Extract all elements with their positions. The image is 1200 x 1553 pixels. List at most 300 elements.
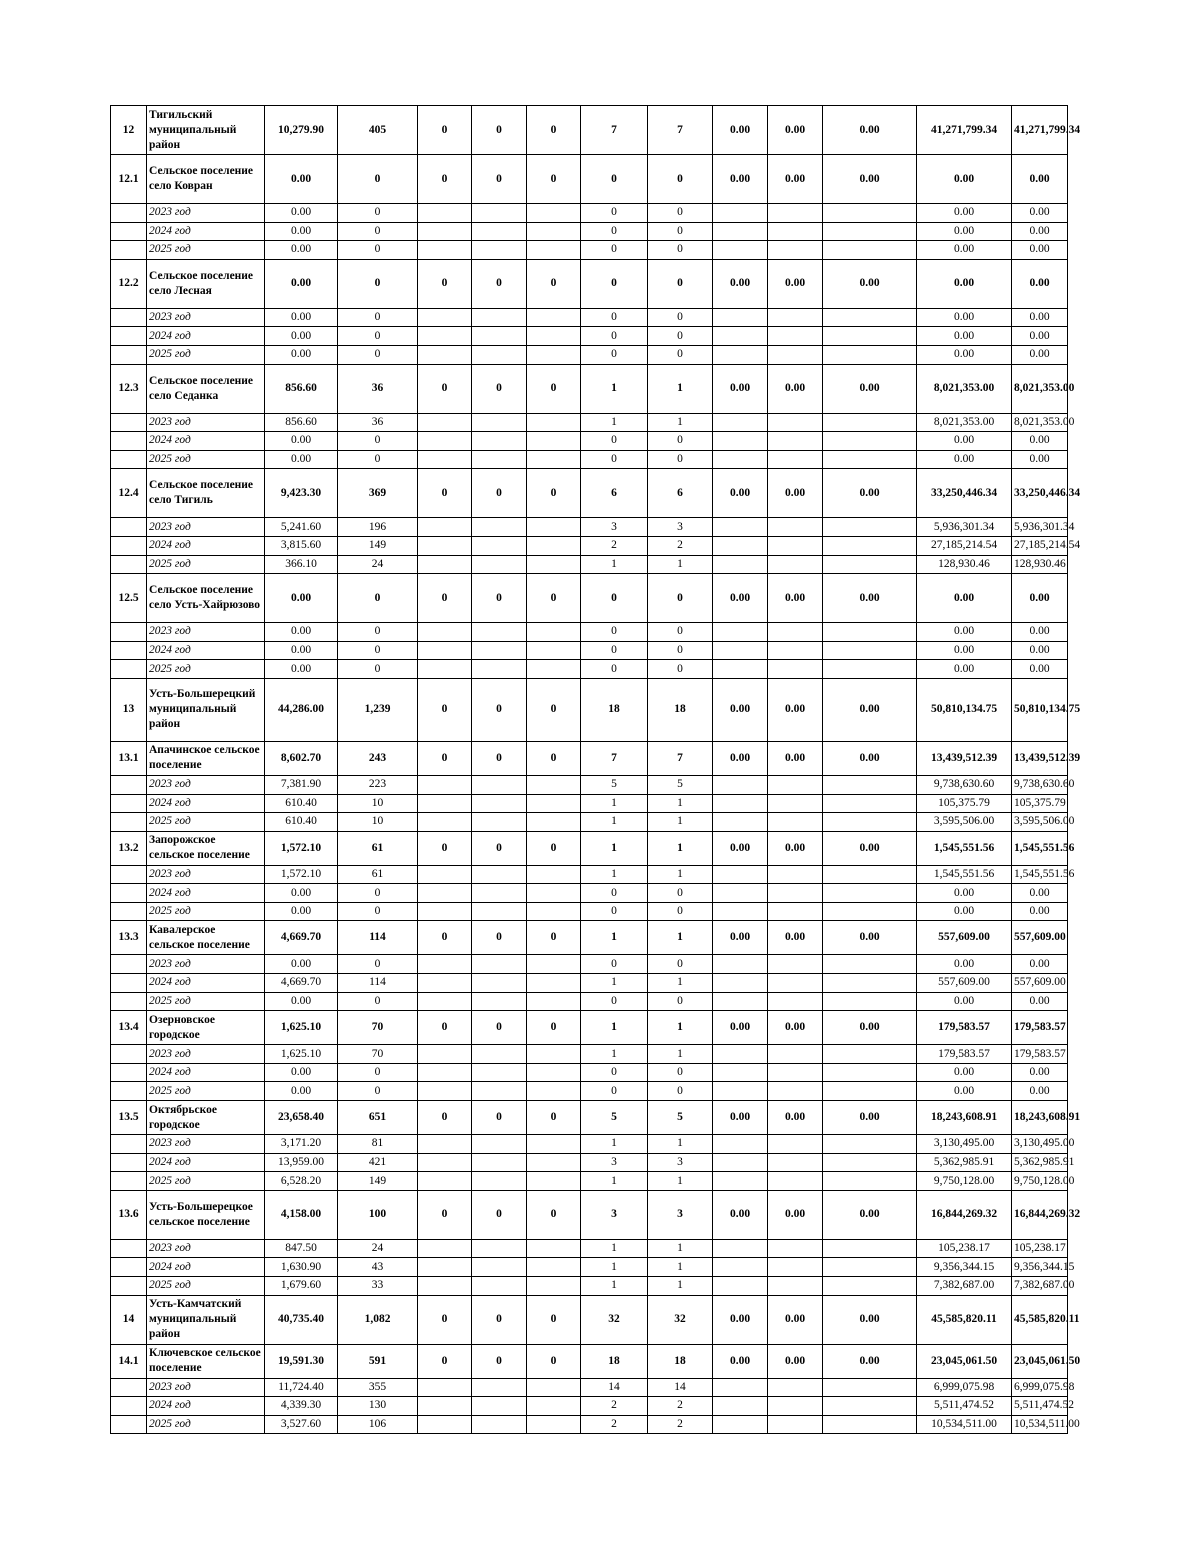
table-row-year	[111, 1258, 1068, 1277]
value-cell	[713, 1153, 768, 1172]
value-cell: 3,527.60	[265, 1415, 338, 1434]
value-cell: 8,021,353.00	[1012, 364, 1068, 413]
value-cell: 405	[338, 106, 418, 155]
value-cell: 366.10	[265, 555, 338, 574]
value-cell: 0.00	[917, 308, 1012, 327]
value-cell: 0	[418, 678, 472, 741]
value-cell	[713, 884, 768, 903]
value-cell: 45,585,820.11	[917, 1295, 1012, 1344]
value-cell: 0.00	[265, 641, 338, 660]
value-cell: 130	[338, 1397, 418, 1416]
value-cell: 0	[648, 204, 713, 223]
value-cell	[713, 955, 768, 974]
value-cell: 0.00	[768, 364, 823, 413]
value-cell	[527, 1277, 581, 1296]
value-cell: 0.00	[768, 259, 823, 308]
row-name-cell: Усть-Камчатский муниципальный район	[147, 1295, 265, 1344]
value-cell: 1	[648, 555, 713, 574]
value-cell: 0.00	[1012, 1063, 1068, 1082]
value-cell	[472, 865, 527, 884]
value-cell	[768, 1378, 823, 1397]
row-name-cell: 2024 год	[147, 641, 265, 660]
value-cell: 2	[581, 536, 648, 555]
value-cell: 0	[648, 308, 713, 327]
value-cell	[418, 1239, 472, 1258]
value-cell: 33	[338, 1277, 418, 1296]
table-row-year	[111, 555, 1068, 574]
value-cell	[527, 1082, 581, 1101]
value-cell	[713, 1045, 768, 1064]
value-cell: 0.00	[265, 432, 338, 451]
value-cell: 1	[648, 1258, 713, 1277]
value-cell: 5,362,985.91	[1012, 1153, 1068, 1172]
value-cell	[768, 1258, 823, 1277]
table-row-year	[111, 432, 1068, 451]
value-cell: 0.00	[823, 259, 917, 308]
value-cell: 0.00	[768, 1344, 823, 1378]
value-cell	[418, 902, 472, 921]
value-cell: 0.00	[823, 1011, 917, 1045]
value-cell: 243	[338, 741, 418, 775]
table-row-year	[111, 1378, 1068, 1397]
row-number-cell	[111, 413, 147, 432]
value-cell: 0.00	[917, 450, 1012, 469]
value-cell	[823, 1082, 917, 1101]
value-cell	[418, 450, 472, 469]
value-cell: 18	[648, 678, 713, 741]
value-cell: 1	[581, 1045, 648, 1064]
value-cell: 0.00	[1012, 902, 1068, 921]
row-number-cell: 12	[111, 106, 147, 155]
value-cell: 0.00	[265, 955, 338, 974]
value-cell: 13,439,512.39	[1012, 741, 1068, 775]
value-cell	[472, 1135, 527, 1154]
value-cell: 9,750,128.00	[917, 1172, 1012, 1191]
table-body	[111, 106, 1081, 1434]
value-cell	[768, 884, 823, 903]
value-cell: 0	[527, 574, 581, 623]
value-cell: 0	[648, 241, 713, 260]
row-name-cell: 2023 год	[147, 1045, 265, 1064]
value-cell: 16,844,269.32	[1012, 1190, 1068, 1239]
value-cell: 18,243,608.91	[917, 1101, 1012, 1135]
value-cell: 0	[648, 884, 713, 903]
table-row-year	[111, 204, 1068, 223]
table-row-year	[111, 1277, 1068, 1296]
value-cell	[768, 413, 823, 432]
value-cell	[472, 1239, 527, 1258]
value-cell: 196	[338, 518, 418, 537]
value-cell	[472, 813, 527, 832]
value-cell	[768, 1415, 823, 1434]
table-row-year	[111, 902, 1068, 921]
table-row-year	[111, 1082, 1068, 1101]
value-cell: 8,602.70	[265, 741, 338, 775]
value-cell	[823, 1397, 917, 1416]
value-cell: 557,609.00	[1012, 974, 1068, 993]
value-cell	[472, 775, 527, 794]
value-cell	[527, 450, 581, 469]
value-cell	[527, 1045, 581, 1064]
value-cell: 0.00	[823, 106, 917, 155]
table-row-year	[111, 813, 1068, 832]
row-number-cell	[111, 204, 147, 223]
value-cell	[418, 222, 472, 241]
value-cell: 0.00	[823, 1190, 917, 1239]
value-cell	[527, 1135, 581, 1154]
value-cell: 0	[527, 1295, 581, 1344]
value-cell: 0.00	[1012, 259, 1068, 308]
value-cell: 114	[338, 921, 418, 955]
value-cell	[768, 1063, 823, 1082]
row-number-cell: 12.5	[111, 574, 147, 623]
value-cell: 6,999,075.98	[1012, 1378, 1068, 1397]
value-cell: 0.00	[713, 1344, 768, 1378]
value-cell: 0.00	[917, 884, 1012, 903]
value-cell: 0.00	[1012, 308, 1068, 327]
value-cell: 0	[338, 902, 418, 921]
value-cell: 0.00	[265, 902, 338, 921]
value-cell: 0.00	[1012, 992, 1068, 1011]
value-cell	[472, 955, 527, 974]
value-cell	[527, 204, 581, 223]
value-cell: 9,738,630.60	[917, 775, 1012, 794]
row-name-cell: 2025 год	[147, 660, 265, 679]
value-cell: 0	[581, 259, 648, 308]
value-cell	[823, 623, 917, 642]
value-cell	[768, 623, 823, 642]
row-name-cell: 2024 год	[147, 222, 265, 241]
table-row-year	[111, 413, 1068, 432]
row-name-cell: Сельское поселение село Ковран	[147, 155, 265, 204]
value-cell: 13,439,512.39	[917, 741, 1012, 775]
value-cell: 5,362,985.91	[917, 1153, 1012, 1172]
value-cell	[527, 555, 581, 574]
value-cell	[418, 623, 472, 642]
value-cell: 0.00	[917, 345, 1012, 364]
row-number-cell: 13.1	[111, 741, 147, 775]
value-cell: 10	[338, 794, 418, 813]
value-cell	[472, 1397, 527, 1416]
value-cell: 0	[581, 574, 648, 623]
value-cell: 0	[581, 204, 648, 223]
row-number-cell	[111, 902, 147, 921]
value-cell: 1,545,551.56	[1012, 865, 1068, 884]
row-number-cell	[111, 222, 147, 241]
value-cell	[713, 1082, 768, 1101]
value-cell: 0	[648, 992, 713, 1011]
value-cell: 0	[472, 1344, 527, 1378]
value-cell: 1	[648, 413, 713, 432]
row-name-cell: 2025 год	[147, 902, 265, 921]
value-cell: 0	[581, 345, 648, 364]
value-cell	[823, 974, 917, 993]
value-cell: 0	[527, 1011, 581, 1045]
value-cell	[472, 308, 527, 327]
value-cell	[823, 992, 917, 1011]
value-cell: 0.00	[1012, 1082, 1068, 1101]
value-cell: 0.00	[265, 155, 338, 204]
value-cell	[418, 865, 472, 884]
value-cell: 2	[581, 1397, 648, 1416]
value-cell: 45,585,820.11	[1012, 1295, 1068, 1344]
value-cell	[713, 623, 768, 642]
value-cell	[418, 1045, 472, 1064]
value-cell: 179,583.57	[917, 1011, 1012, 1045]
table-row-group	[111, 741, 1068, 775]
value-cell: 0.00	[713, 469, 768, 518]
value-cell: 19,591.30	[265, 1344, 338, 1378]
value-cell: 0	[527, 106, 581, 155]
value-cell	[768, 241, 823, 260]
row-number-cell	[111, 1415, 147, 1434]
value-cell	[527, 1415, 581, 1434]
table-row-year	[111, 884, 1068, 903]
value-cell: 0	[581, 641, 648, 660]
value-cell: 0	[418, 1101, 472, 1135]
value-cell	[713, 1239, 768, 1258]
value-cell: 0	[472, 1295, 527, 1344]
value-cell: 421	[338, 1153, 418, 1172]
value-cell: 0	[581, 155, 648, 204]
row-name-cell: 2025 год	[147, 992, 265, 1011]
table-row-year	[111, 1415, 1068, 1434]
value-cell: 0.00	[1012, 660, 1068, 679]
value-cell: 105,238.17	[917, 1239, 1012, 1258]
value-cell: 0.00	[768, 574, 823, 623]
value-cell: 0.00	[768, 1295, 823, 1344]
value-cell	[472, 555, 527, 574]
value-cell: 18	[581, 1344, 648, 1378]
value-cell: 0	[581, 1082, 648, 1101]
value-cell: 0.00	[917, 327, 1012, 346]
table-row-year	[111, 1397, 1068, 1416]
value-cell	[768, 1045, 823, 1064]
value-cell: 0.00	[713, 106, 768, 155]
table-row-year	[111, 450, 1068, 469]
value-cell: 369	[338, 469, 418, 518]
value-cell: 1	[648, 1277, 713, 1296]
value-cell: 0.00	[713, 678, 768, 741]
value-cell: 50,810,134.75	[917, 678, 1012, 741]
value-cell: 0.00	[1012, 623, 1068, 642]
value-cell: 1	[581, 413, 648, 432]
value-cell: 36	[338, 413, 418, 432]
value-cell: 8,021,353.00	[1012, 413, 1068, 432]
value-cell	[768, 1277, 823, 1296]
value-cell	[418, 536, 472, 555]
value-cell: 0	[581, 450, 648, 469]
value-cell: 50,810,134.75	[1012, 678, 1068, 741]
value-cell: 6,528.20	[265, 1172, 338, 1191]
value-cell	[527, 884, 581, 903]
value-cell: 0.00	[1012, 450, 1068, 469]
value-cell: 27,185,214.54	[1012, 536, 1068, 555]
row-name-cell: 2025 год	[147, 1277, 265, 1296]
value-cell	[418, 1082, 472, 1101]
value-cell: 9,750,128.00	[1012, 1172, 1068, 1191]
value-cell: 18,243,608.91	[1012, 1101, 1068, 1135]
row-name-cell: 2023 год	[147, 204, 265, 223]
value-cell	[713, 1063, 768, 1082]
row-number-cell: 12.1	[111, 155, 147, 204]
value-cell: 33,250,446.34	[917, 469, 1012, 518]
value-cell	[713, 992, 768, 1011]
value-cell: 0.00	[917, 660, 1012, 679]
value-cell	[713, 660, 768, 679]
row-number-cell: 13.2	[111, 831, 147, 865]
row-name-cell: Сельское поселение село Усть-Хайрюзово	[147, 574, 265, 623]
row-name-cell: 2024 год	[147, 1258, 265, 1277]
value-cell: 1	[581, 1277, 648, 1296]
value-cell	[472, 794, 527, 813]
value-cell: 1	[648, 813, 713, 832]
value-cell	[472, 1063, 527, 1082]
value-cell	[418, 1258, 472, 1277]
value-cell: 0.00	[713, 1190, 768, 1239]
value-cell	[713, 518, 768, 537]
value-cell: 0.00	[917, 204, 1012, 223]
row-name-cell: Сельское поселение село Лесная	[147, 259, 265, 308]
row-name-cell: 2024 год	[147, 974, 265, 993]
row-number-cell	[111, 794, 147, 813]
value-cell: 0.00	[1012, 574, 1068, 623]
value-cell: 0.00	[917, 641, 1012, 660]
value-cell: 23,045,061.50	[917, 1344, 1012, 1378]
row-name-cell: 2024 год	[147, 794, 265, 813]
value-cell: 32	[581, 1295, 648, 1344]
value-cell: 149	[338, 536, 418, 555]
value-cell: 0.00	[917, 574, 1012, 623]
value-cell: 0.00	[1012, 641, 1068, 660]
table-row-year	[111, 241, 1068, 260]
row-number-cell: 12.3	[111, 364, 147, 413]
value-cell: 0.00	[917, 955, 1012, 974]
value-cell: 0	[338, 327, 418, 346]
value-cell: 1	[581, 555, 648, 574]
table-row-year	[111, 641, 1068, 660]
value-cell	[472, 327, 527, 346]
row-number-cell	[111, 955, 147, 974]
row-number-cell	[111, 327, 147, 346]
value-cell: 36	[338, 364, 418, 413]
value-cell: 7	[648, 106, 713, 155]
value-cell: 0	[472, 741, 527, 775]
value-cell: 3,130,495.00	[917, 1135, 1012, 1154]
table-row-year	[111, 536, 1068, 555]
value-cell: 0.00	[713, 1011, 768, 1045]
value-cell	[472, 1082, 527, 1101]
value-cell	[418, 1172, 472, 1191]
value-cell: 0	[338, 1082, 418, 1101]
value-cell: 0	[527, 469, 581, 518]
value-cell: 2	[648, 1397, 713, 1416]
value-cell: 0.00	[265, 222, 338, 241]
value-cell	[472, 1172, 527, 1191]
value-cell: 1	[648, 974, 713, 993]
value-cell: 0.00	[917, 1082, 1012, 1101]
row-number-cell	[111, 345, 147, 364]
value-cell	[823, 641, 917, 660]
table-row-group	[111, 921, 1068, 955]
value-cell: 0.00	[768, 678, 823, 741]
value-cell: 41,271,799.34	[1012, 106, 1068, 155]
value-cell	[418, 955, 472, 974]
value-cell	[823, 327, 917, 346]
value-cell	[768, 660, 823, 679]
row-name-cell: Усть-Большерецкое сельское поселение	[147, 1190, 265, 1239]
value-cell: 5,241.60	[265, 518, 338, 537]
value-cell: 3	[581, 1190, 648, 1239]
value-cell: 0.00	[823, 921, 917, 955]
value-cell: 0	[527, 1101, 581, 1135]
value-cell	[823, 222, 917, 241]
row-name-cell: 2024 год	[147, 536, 265, 555]
value-cell: 0	[648, 574, 713, 623]
value-cell: 847.50	[265, 1239, 338, 1258]
value-cell: 18	[581, 678, 648, 741]
value-cell	[823, 450, 917, 469]
row-name-cell: 2023 год	[147, 1378, 265, 1397]
value-cell	[823, 660, 917, 679]
value-cell	[768, 813, 823, 832]
value-cell	[472, 1045, 527, 1064]
row-number-cell	[111, 308, 147, 327]
row-number-cell	[111, 432, 147, 451]
value-cell: 1	[648, 921, 713, 955]
value-cell: 557,609.00	[917, 921, 1012, 955]
value-cell: 0	[418, 921, 472, 955]
value-cell: 1	[581, 364, 648, 413]
value-cell: 0.00	[1012, 432, 1068, 451]
value-cell	[472, 974, 527, 993]
value-cell: 0	[527, 259, 581, 308]
value-cell	[527, 974, 581, 993]
value-cell	[472, 536, 527, 555]
value-cell: 0.00	[265, 259, 338, 308]
value-cell: 0	[472, 921, 527, 955]
value-cell: 0	[418, 1190, 472, 1239]
value-cell: 1,625.10	[265, 1011, 338, 1045]
value-cell: 3	[581, 1153, 648, 1172]
value-cell: 0	[581, 992, 648, 1011]
value-cell: 0	[527, 831, 581, 865]
value-cell: 0.00	[917, 241, 1012, 260]
value-cell: 3	[648, 518, 713, 537]
table-row-year	[111, 992, 1068, 1011]
value-cell: 6	[648, 469, 713, 518]
value-cell: 0	[472, 574, 527, 623]
value-cell: 0.00	[713, 1101, 768, 1135]
value-cell	[418, 204, 472, 223]
value-cell: 0.00	[265, 660, 338, 679]
value-cell: 5	[581, 1101, 648, 1135]
value-cell: 2	[648, 1415, 713, 1434]
value-cell: 0.00	[265, 327, 338, 346]
value-cell: 0	[418, 106, 472, 155]
table-row-group	[111, 1344, 1068, 1378]
value-cell: 557,609.00	[917, 974, 1012, 993]
value-cell	[713, 902, 768, 921]
row-number-cell	[111, 641, 147, 660]
value-cell: 10,279.90	[265, 106, 338, 155]
value-cell: 44,286.00	[265, 678, 338, 741]
value-cell: 13,959.00	[265, 1153, 338, 1172]
value-cell: 4,339.30	[265, 1397, 338, 1416]
table-row-year	[111, 1063, 1068, 1082]
value-cell	[823, 308, 917, 327]
value-cell: 0	[338, 884, 418, 903]
